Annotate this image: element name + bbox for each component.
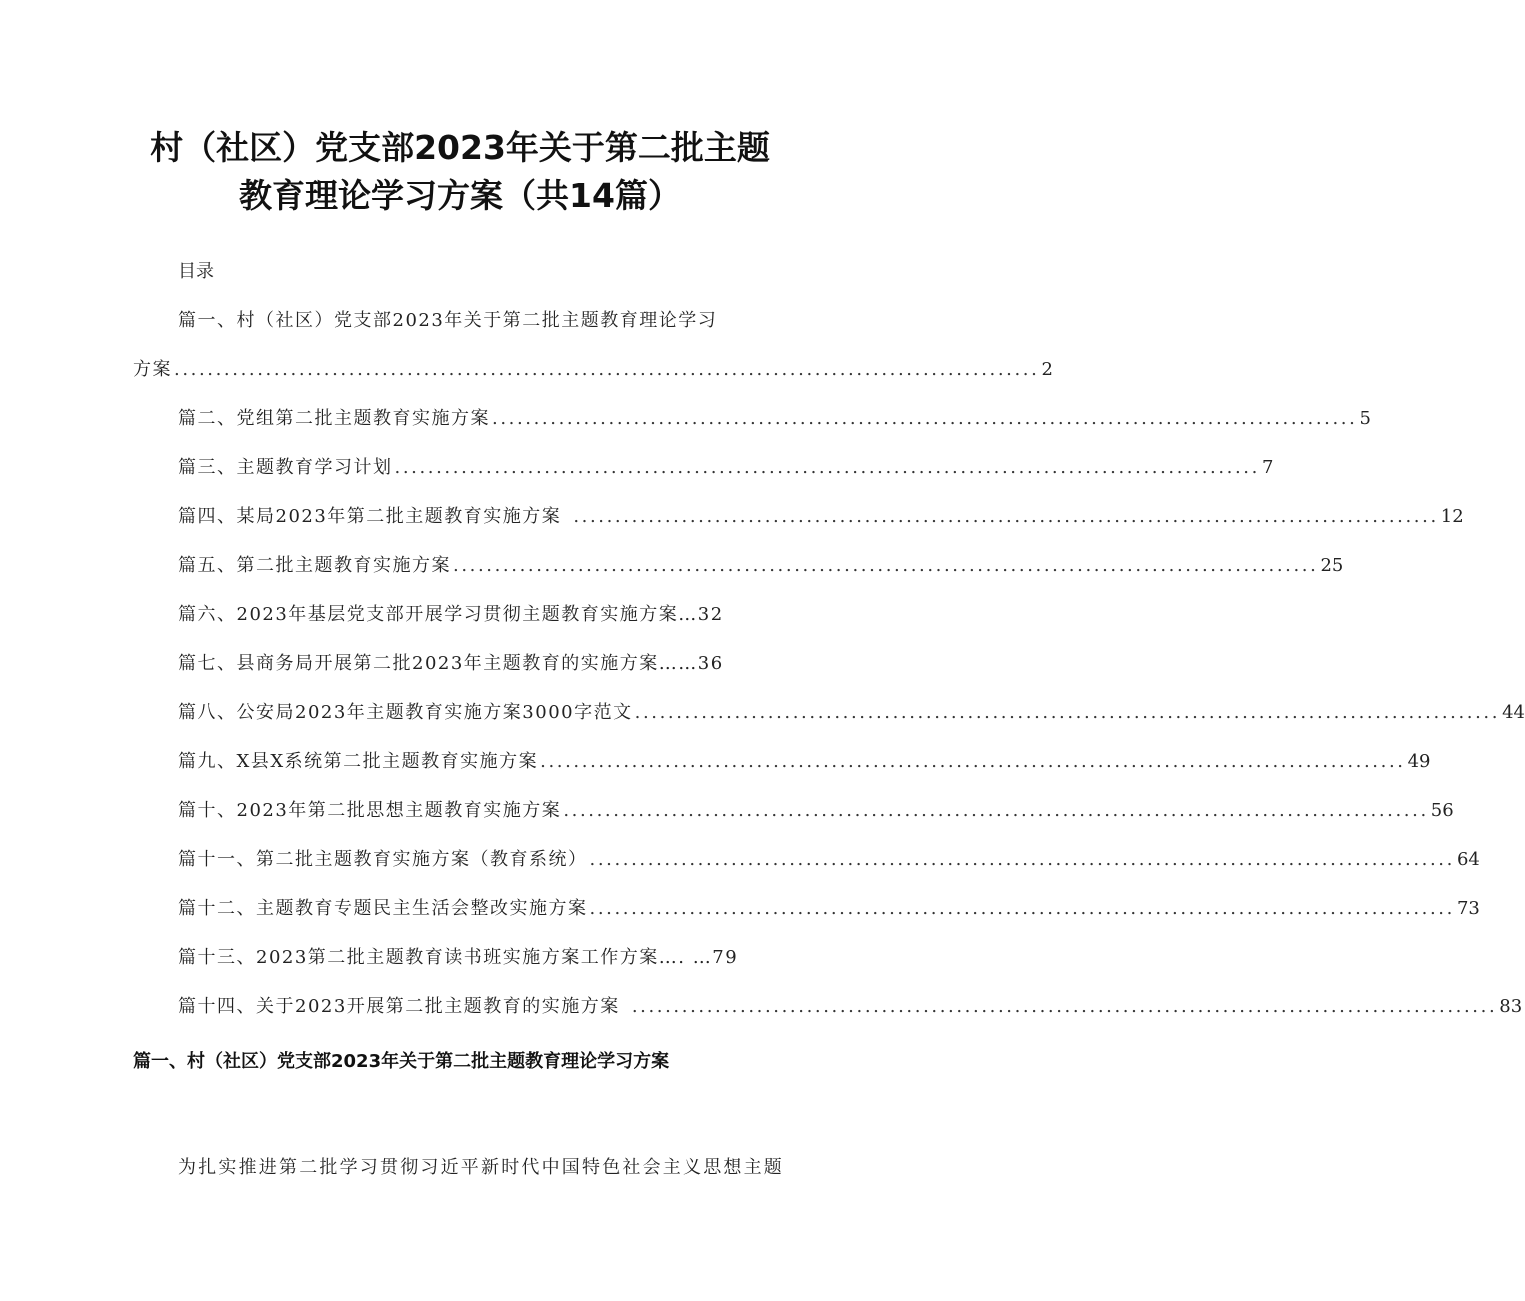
toc-entry-12[interactable] xyxy=(178,894,1480,920)
toc-entry-label: 篇五、第二批主题教育实施方案 xyxy=(178,555,451,576)
toc-entry-label: 篇十一、第二批主题教育实施方案（教育系统） xyxy=(178,849,588,870)
toc-entry-11[interactable] xyxy=(178,845,1480,871)
toc-leader-dots: ........................................................................................................ xyxy=(540,751,1406,772)
toc-entry-1-line-1[interactable]: 篇一、村（社区）党支部2023年关于第二批主题教育理论学习 xyxy=(178,310,718,331)
toc-leader-dots: ........................................................................................................ xyxy=(631,996,1498,1017)
toc-leader-dots: ........................................................................................................ xyxy=(174,359,1040,380)
toc-page-number: 49 xyxy=(1407,751,1431,772)
toc-page-number: 7 xyxy=(1261,457,1274,478)
section-heading: 篇一、村（社区）党支部2023年关于第二批主题教育理论学习方案 xyxy=(133,1051,670,1072)
toc-leader-dots: ........................................................................................................ xyxy=(634,702,1501,723)
toc-page-number: 5 xyxy=(1359,408,1371,429)
toc-entry-label: 方案 xyxy=(133,359,172,380)
toc-leader-dots: ........................................................................................................ xyxy=(573,506,1439,527)
toc-entry-13[interactable]: 篇十三、2023第二批主题教育读书班实施方案工作方案…. …79 xyxy=(178,947,739,968)
toc-entry-label: 篇八、公安局2023年主题教育实施方案3000字范文 xyxy=(178,702,633,723)
toc-entry-label: 篇十二、主题教育专题民主生活会整改实施方案 xyxy=(178,898,588,919)
document-title-line-1: 村（社区）党支部2023年关于第二批主题 xyxy=(150,128,770,167)
toc-leader-dots: ........................................................................................................ xyxy=(563,800,1429,821)
toc-entry-4[interactable] xyxy=(178,502,1464,528)
toc-leader-dots: ........................................................................................................ xyxy=(453,555,1319,576)
toc-entry-6[interactable]: 篇六、2023年基层党支部开展学习贯彻主题教育实施方案…32 xyxy=(178,604,724,625)
toc-entry-1-line-2[interactable] xyxy=(133,355,1053,381)
toc-heading: 目录 xyxy=(178,261,214,282)
document-title-line-2: 教育理论学习方案（共14篇） xyxy=(239,176,681,215)
toc-entry-label: 篇九、X县X系统第二批主题教育实施方案 xyxy=(178,751,539,772)
toc-entry-label: 篇十、2023年第二批思想主题教育实施方案 xyxy=(178,800,562,821)
toc-entry-label: 篇四、某局2023年第二批主题教育实施方案 xyxy=(178,506,562,527)
toc-leader-dots: ........................................................................................................ xyxy=(589,849,1455,870)
toc-page-number: 25 xyxy=(1320,555,1344,576)
toc-entry-label: 篇十四、关于2023开展第二批主题教育的实施方案 xyxy=(178,996,620,1017)
toc-leader-dots: ........................................................................................................ xyxy=(589,898,1455,919)
toc-leader-dots: ........................................................................................................ xyxy=(492,408,1358,429)
toc-page-number: 83 xyxy=(1499,996,1523,1017)
toc-entry-label: 篇二、党组第二批主题教育实施方案 xyxy=(178,408,490,429)
toc-entry-9[interactable] xyxy=(178,747,1431,773)
toc-page-number: 56 xyxy=(1430,800,1454,821)
toc-entry-8[interactable] xyxy=(178,698,1525,724)
toc-leader-dots: ........................................................................................................ xyxy=(394,457,1260,478)
toc-entry-label: 篇三、主题教育学习计划 xyxy=(178,457,393,478)
toc-entry-3[interactable] xyxy=(178,453,1274,479)
toc-page-number: 44 xyxy=(1502,702,1525,723)
toc-page-number: 12 xyxy=(1440,506,1464,527)
toc-page-number: 64 xyxy=(1456,849,1480,870)
toc-entry-7[interactable]: 篇七、县商务局开展第二批2023年主题教育的实施方案……36 xyxy=(178,653,724,674)
toc-entry-10[interactable] xyxy=(178,796,1454,822)
toc-entry-5[interactable] xyxy=(178,551,1344,577)
toc-page-number: 2 xyxy=(1041,359,1053,380)
body-paragraph-line: 为扎实推进第二批学习贯彻习近平新时代中国特色社会主义思想主题 xyxy=(178,1157,784,1178)
toc-entry-14[interactable] xyxy=(178,992,1523,1018)
toc-entry-2[interactable] xyxy=(178,404,1371,430)
toc-page-number: 73 xyxy=(1456,898,1480,919)
